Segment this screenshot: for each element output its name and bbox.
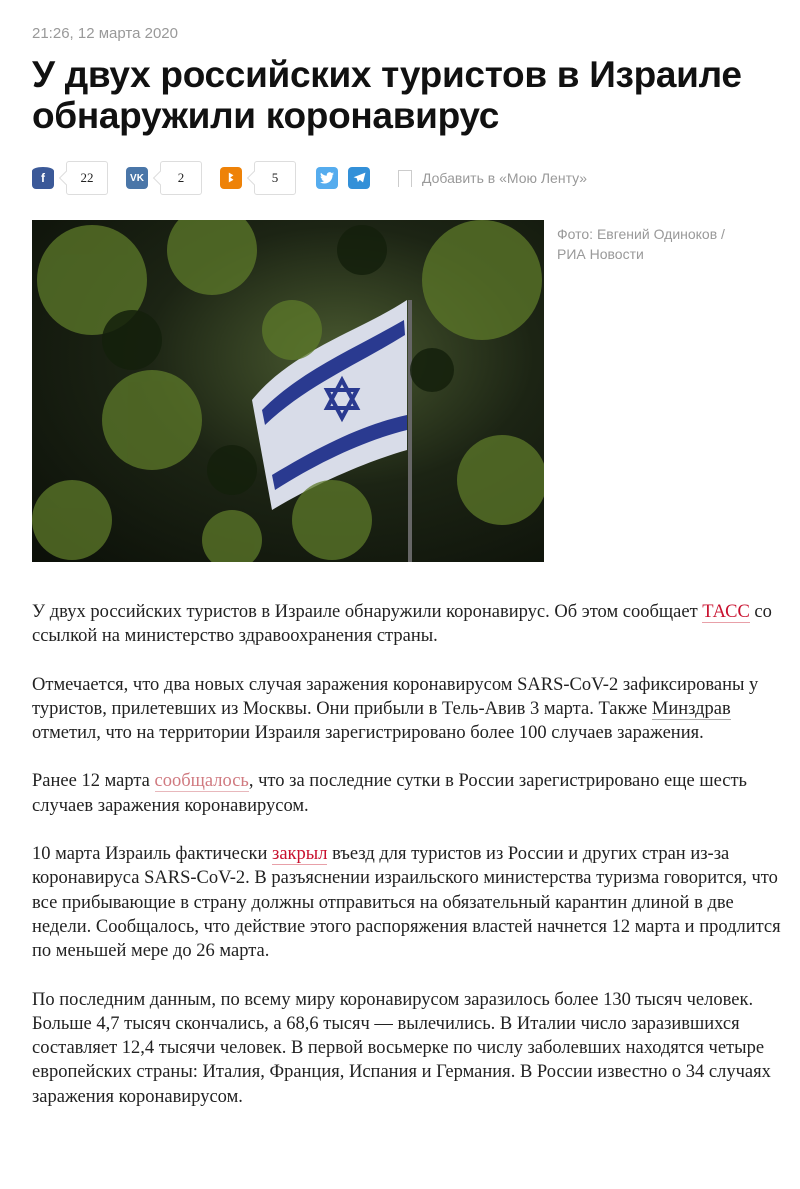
closed-link[interactable]: закрыл bbox=[272, 844, 328, 865]
text: Ранее 12 марта bbox=[32, 771, 155, 792]
paragraph bbox=[32, 842, 792, 963]
facebook-share-button[interactable] bbox=[32, 167, 54, 189]
reported-link[interactable]: сообщалось bbox=[154, 771, 249, 792]
telegram-share-button[interactable] bbox=[348, 167, 370, 189]
vk-icon: VK bbox=[130, 172, 144, 184]
paragraph bbox=[32, 600, 792, 649]
paragraph bbox=[32, 988, 792, 1109]
article-title: У двух российских туристов в Израиле обнаружили коронавирус bbox=[32, 54, 742, 136]
vk-share-button[interactable] bbox=[126, 167, 148, 189]
israel-flag-image bbox=[32, 220, 544, 562]
twitter-share-button[interactable] bbox=[316, 167, 338, 189]
text: , что за последние сутки в России зарегистрировано еще шесть случаев заражения коронавирусом. bbox=[32, 771, 747, 816]
article-photo bbox=[32, 220, 544, 562]
paragraph bbox=[32, 769, 792, 818]
text: отметил, что на территории Израиля зарегистрировано более 100 случаев заражения. bbox=[32, 723, 704, 744]
bookmark-icon bbox=[398, 170, 412, 187]
odnoklassniki-icon: ꔪ bbox=[228, 170, 234, 185]
tass-link[interactable]: ТАСС bbox=[702, 602, 750, 622]
photo-caption: Фото: Евгений Одиноков / РИА Новости bbox=[557, 226, 725, 262]
minzdrav-link[interactable]: Минздрав bbox=[651, 698, 731, 719]
publish-date: 21:26, 12 марта 2020 bbox=[32, 25, 178, 42]
text: со ссылкой на министерство здравоохранения страны. bbox=[32, 602, 772, 647]
add-to-my-feed-label: Добавить в «Мою Ленту» bbox=[422, 170, 588, 186]
text: По последним данным, по всему миру коронавирусом заразилось более 130 тысяч человек. Больше 4,7 тысяч скончались, а 68,6 тысяч — вылечились. В Италии число заразившихся составляет 12,4 тысячи человек. В первой восьмерке по числу заболевших находятся четыре европейских страны: Италия, Франция, Испания и Германия. В России известно о 34 случаях заражения коронавирусом. bbox=[32, 989, 771, 1107]
text: Отмечается, что два новых случая заражения коронавирусом SARS-CoV-2 зафиксированы у туристов, прилетевших из Москвы. Они прибыли в Тель-Авив 3 марта. Также bbox=[32, 674, 759, 719]
facebook-icon: f bbox=[41, 171, 45, 185]
vk-share-count: 2 bbox=[160, 161, 202, 195]
article-body bbox=[32, 600, 792, 1133]
ok-share-button[interactable] bbox=[220, 167, 242, 189]
text: 10 марта Израиль фактически bbox=[32, 844, 273, 865]
telegram-icon bbox=[353, 172, 366, 184]
add-to-my-feed-button[interactable] bbox=[398, 170, 587, 187]
share-bar bbox=[32, 160, 587, 196]
facebook-share-count: 22 bbox=[66, 161, 108, 195]
twitter-icon bbox=[320, 172, 334, 184]
text: въезд для туристов из России и других стран из-за коронавируса SARS-CoV-2. В разъяснении израильского министерства туризма говорится, что все прибывающие в страну должны отправиться на обязательный карантин длиной в две недели. Сообщалось, что действие этого распоряжения властей начнется 12 марта и продлится по меньшей мере до 26 марта. bbox=[32, 844, 781, 962]
paragraph bbox=[32, 673, 792, 746]
text: У двух российских туристов в Израиле обнаружили коронавирус. Об этом сообщает bbox=[32, 602, 703, 622]
ok-share-count: 5 bbox=[254, 161, 296, 195]
